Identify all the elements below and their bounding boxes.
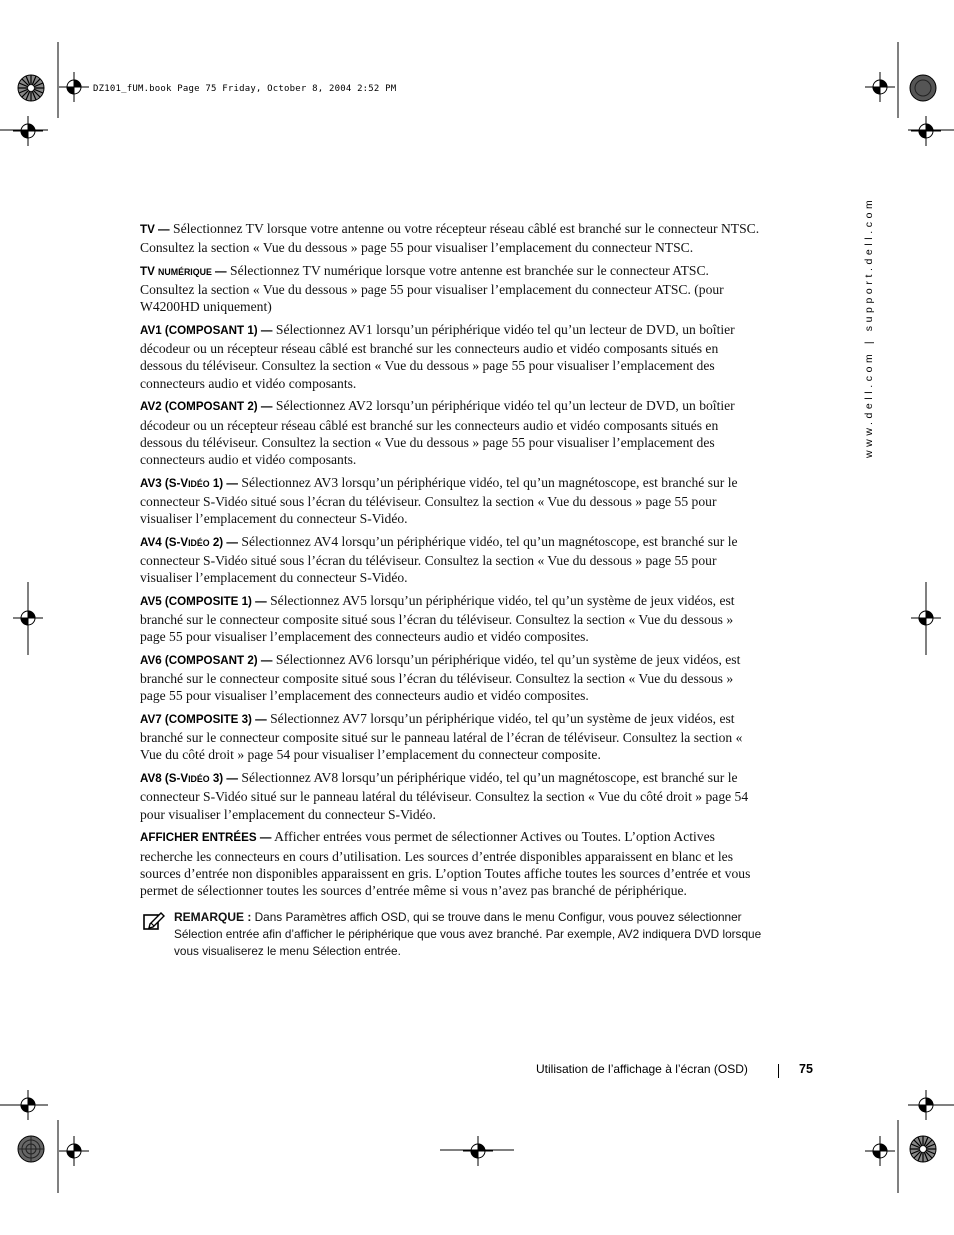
entry-av6: [140, 651, 760, 705]
page-number: 75: [799, 1062, 813, 1076]
crosshair-target-icon: [865, 72, 895, 102]
entry-tv: [140, 220, 760, 256]
entry-body: Sélectionnez AV2 lorsqu’un périphérique vidéo tel qu’un lecteur de DVD, un boîtier décodeur ou un récepteur réseau câblé est branché sur les connecteurs audio et vidéo composants situés en dessous du téléviseur. Consultez la section « Vue du dessous » page 55 pour visualiser l’emplacement des connecteurs audio et vidéo composants.: [140, 398, 735, 467]
entry-body: Sélectionnez TV numérique lorsque votre antenne est branchée sur le connecteur ATSC. Consultez la section « Vue du dessous » page 55 pour visualiser l’emplacement du connecteur ATSC. (pour W4200HD uniquement): [140, 262, 724, 315]
main-content: [140, 220, 760, 960]
entry-term: AV2 (COMPOSANT 2): [140, 400, 258, 414]
entry-term: TV: [140, 264, 159, 278]
crosshair-target-icon: [865, 1136, 895, 1166]
crosshair-target-icon: [463, 1136, 493, 1166]
entry-body: Sélectionnez AV4 lorsqu’un périphérique vidéo, tel qu’un magnétoscope, est branché sur le connecteur S-Vidéo situé sous l’écran du téléviseur. Consultez la section « Vue du dessous » page 55 pour visualiser l’emplacement du connecteur S-Vidéo.: [140, 533, 738, 586]
sidebar-url: www.dell.com | support.dell.com: [863, 196, 875, 458]
entry-term: AV3 (S-V: [140, 476, 189, 490]
entry-body: Sélectionnez AV7 lorsqu’un périphérique vidéo, tel qu’un système de jeux vidéos, est branché sur le connecteur composite situé sur le panneau latéral de l’écran de téléviseur. Consultez la section « Vue du côté droit » page 54 pour visualiser l’emplacement du connecteur composite.: [140, 711, 743, 763]
entry-av5: [140, 592, 760, 646]
entry-term: AV1 (COMPOSANT 1): [140, 324, 258, 338]
crosshair-target-icon: [13, 603, 43, 633]
entry-term-dash: —: [257, 324, 273, 338]
entry-term-smallcaps: IDÉO: [188, 537, 210, 548]
crosshair-target-icon: [13, 1090, 43, 1120]
registration-star-icon: [16, 73, 46, 103]
entry-av3: [140, 474, 760, 528]
registration-star-icon: [908, 1134, 938, 1164]
note-text: Dans Paramètres affich OSD, qui se trouve dans le menu Configur, vous pouvez sélectionner Sélection entrée afin d’afficher le périphérique que vous avez branché. Par exemple, AV2 indiquera DVD lorsque vous visualiserez le menu Sélection entrée.: [174, 910, 762, 959]
entry-term-dash: 1) —: [209, 476, 238, 490]
entry-term: TV: [140, 223, 155, 236]
entry-term-dash: —: [251, 594, 267, 608]
entry-tv-numerique: [140, 262, 760, 316]
entry-body: Sélectionnez TV lorsque votre antenne ou votre récepteur réseau câblé est branché sur le connecteur NTSC. Consultez la section « Vue du dessous » page 55 pour visualiser l’emplacement du connecteur NTSC.: [140, 221, 760, 256]
crosshair-target-icon: [911, 603, 941, 633]
pencil-note-icon: [143, 912, 165, 930]
note-label: REMARQUE :: [174, 910, 252, 925]
crosshair-target-icon: [911, 1090, 941, 1120]
entry-term: AFFICHER ENTRÉES: [140, 831, 257, 845]
registration-star-icon: [16, 1134, 46, 1164]
registration-circle-icon: [908, 73, 938, 103]
entry-term-smallcaps: IDÉO: [188, 774, 210, 785]
footer-section-title: Utilisation de l’affichage à l’écran (OSD): [536, 1062, 748, 1076]
print-slug: DZ101_fUM.book Page 75 Friday, October 8, 2004 2:52 PM: [93, 84, 397, 94]
entry-body: Sélectionnez AV5 lorsqu’un périphérique vidéo, tel qu’un système de jeux vidéos, est branché sur le connecteur composite situé sous l’écran du téléviseur. Consultez la section « Vue du dessous » page 55 pour visualiser l’emplacement des connecteurs audio et vidéo composites.: [140, 592, 735, 645]
entry-av7: [140, 710, 760, 764]
entry-body: Sélectionnez AV8 lorsqu’un périphérique vidéo, tel qu’un magnétoscope, est branché sur le connecteur S-Vidéo situé sur le panneau latéral du téléviseur. Consultez la section « Vue du côté droit » page 54 pour visualiser l’emplacement du connecteur S-Vidéo.: [140, 770, 749, 822]
entry-term-smallcaps: IDÉO: [188, 478, 210, 489]
entry-av4: [140, 533, 760, 587]
entry-term: AV6 (COMPOSANT 2): [140, 653, 258, 667]
crosshair-target-icon: [13, 116, 43, 146]
entry-term-dash: 3) —: [209, 772, 238, 786]
entry-term-dash: —: [154, 223, 170, 236]
entry-term: AV7 (COMPOSITE 3): [140, 713, 252, 727]
entry-afficher-entrees: [140, 828, 760, 899]
entry-term-smallcaps: NUMÉRIQUE: [158, 266, 212, 277]
footer-separator: [778, 1064, 779, 1078]
crosshair-target-icon: [59, 1136, 89, 1166]
entry-av1: [140, 321, 760, 392]
entry-list: [140, 220, 760, 899]
entry-av2: [140, 397, 760, 468]
entry-term: AV8 (S-V: [140, 772, 189, 786]
entry-body: Sélectionnez AV3 lorsqu’un périphérique vidéo, tel qu’un magnétoscope, est branché sur le connecteur S-Vidéo situé sous l’écran du téléviseur. Consultez la section « Vue du dessous » page 55 pour visualiser l’emplacement du connecteur S-Vidéo.: [140, 474, 738, 527]
page-footer: [536, 1062, 813, 1076]
crosshair-target-icon: [59, 72, 89, 102]
entry-term-dash: —: [211, 264, 227, 278]
crosshair-target-icon: [911, 116, 941, 146]
entry-term-dash: —: [257, 653, 273, 667]
entry-body: Sélectionnez AV6 lorsqu’un périphérique vidéo, tel qu’un système de jeux vidéos, est branché sur le connecteur composite situé sous l’écran du téléviseur. Consultez la section « Vue du dessous » page 55 pour visualiser l’emplacement des connecteurs audio et vidéo composites.: [140, 651, 741, 704]
entry-body: Sélectionnez AV1 lorsqu’un périphérique vidéo tel qu’un lecteur de DVD, un boîtier décodeur ou un récepteur réseau câblé est branché sur les connecteurs audio et vidéo composants situés en dessous du téléviseur. Consultez la section « Vue du dessous » page 55 pour visualiser l’emplacement des connecteurs audio et vidéo composants.: [140, 322, 735, 391]
entry-term-dash: —: [257, 400, 273, 414]
entry-term-dash: —: [251, 713, 267, 727]
entry-term-dash: 2) —: [209, 535, 238, 549]
entry-term: AV5 (COMPOSITE 1): [140, 594, 252, 608]
entry-term: AV4 (S-V: [140, 535, 189, 549]
entry-body: Afficher entrées vous permet de sélectionner Actives ou Toutes. L’option Actives recherche les connecteurs en cours d’utilisation. Les sources d’entrée disponibles apparaissent en blanc et les sources d’entrée non disponibles apparaissent en gris. L’option Toutes affiche toutes les sources d’entrée et vous permet de sélectionner toutes les sources d’entrée même si vous n’avez pas branché de périphérique.: [140, 829, 751, 898]
entry-av8: [140, 769, 760, 823]
note-box: [140, 909, 764, 960]
entry-term-dash: —: [256, 831, 272, 845]
